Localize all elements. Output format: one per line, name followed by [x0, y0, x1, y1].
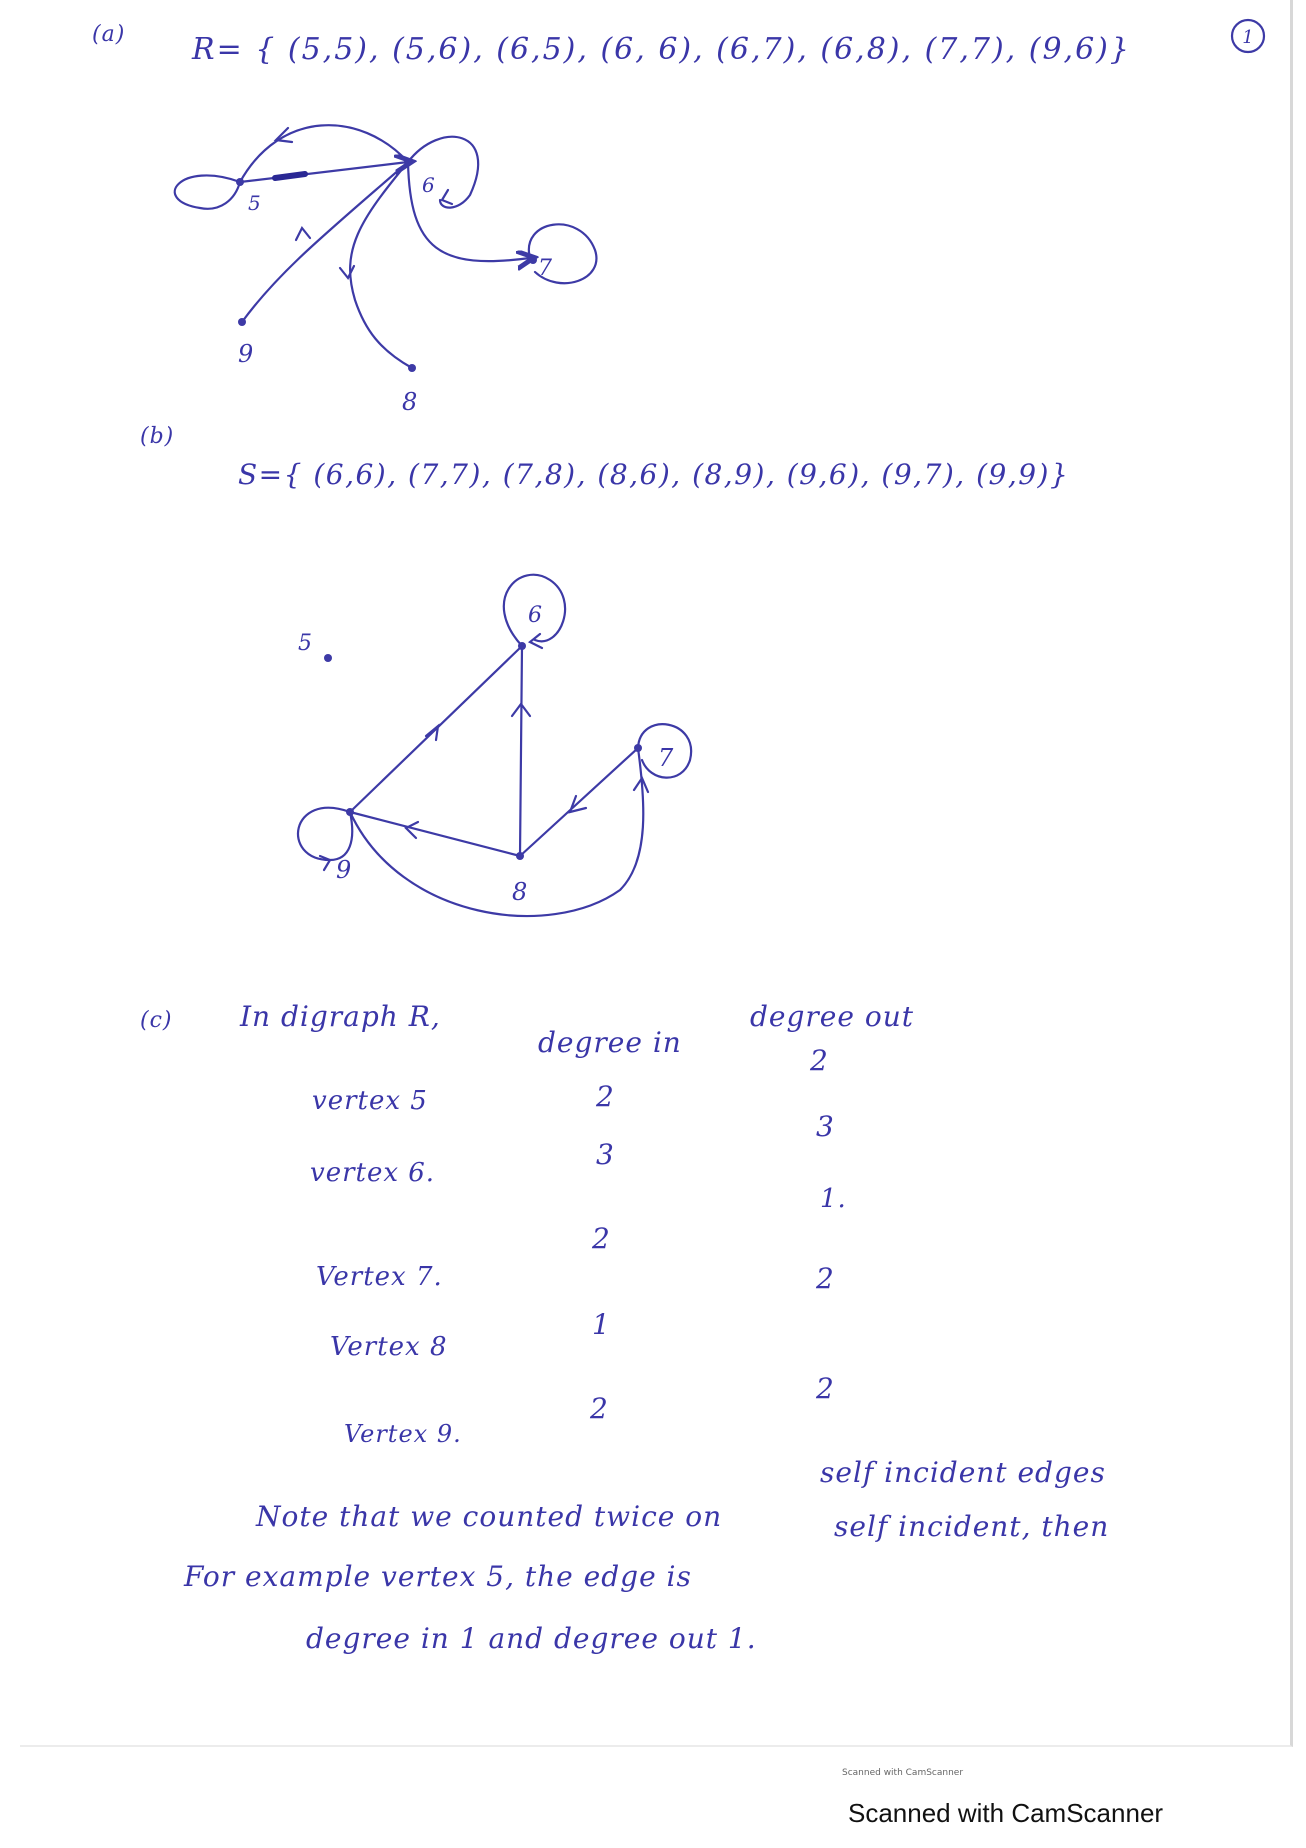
vertex-9 [238, 318, 246, 326]
part-c-label: (c) [140, 1008, 173, 1033]
vertex-6-label: 6 [422, 173, 435, 197]
row-label-9: Vertex 9. [344, 1420, 462, 1448]
edge-5-6-mark [275, 174, 305, 178]
loop-9-arrow [320, 856, 330, 870]
row-in-5: 2 [596, 1080, 615, 1113]
digraph-r [140, 100, 640, 420]
column-degree-in: degree in [538, 1026, 682, 1059]
loop-5 [175, 175, 240, 208]
row-label-6: vertex 6. [310, 1158, 436, 1188]
vertex-5 [236, 178, 244, 186]
part-b-label: (b) [140, 424, 175, 449]
scanner-watermark: Scanned with CamScanner [848, 1798, 1164, 1828]
vertex-8-label: 8 [402, 388, 418, 416]
vertex-7 [634, 744, 642, 752]
row-label-8: Vertex 8 [330, 1332, 448, 1362]
edge-9-6-arrow [296, 228, 310, 240]
note-line-4: degree in 1 and degree out 1. [306, 1622, 757, 1655]
edge-7-8 [520, 748, 638, 856]
row-label-5: vertex 5 [312, 1086, 428, 1116]
row-out-7: 1. [820, 1184, 847, 1214]
note-line-2b: self incident, then [834, 1510, 1110, 1543]
vertex-8 [408, 364, 416, 372]
vertex-6 [404, 158, 412, 166]
row-in-6: 3 [596, 1138, 615, 1171]
vertex-8-label: 8 [512, 878, 528, 906]
note-line-3: For example vertex 5, the edge is [184, 1560, 692, 1593]
vertex-7 [529, 256, 537, 264]
scanner-watermark-small: Scanned with CamScanner [842, 1768, 964, 1778]
row-out-9: 2 [816, 1372, 835, 1405]
vertex-9-label: 9 [336, 856, 352, 884]
edge-8-9 [350, 812, 520, 856]
edge-6-8-arrow [340, 266, 354, 278]
vertex-5-label: 5 [298, 631, 312, 656]
edge-6-5-arrow [276, 128, 292, 142]
row-label-7: Vertex 7. [316, 1262, 443, 1292]
edge-6-5 [240, 125, 408, 182]
digraph-s [250, 560, 730, 980]
vertex-6 [518, 642, 526, 650]
vertex-9-label: 9 [238, 340, 254, 368]
page-number-marker [1228, 16, 1268, 56]
relation-r: R= { (5,5), (5,6), (6,5), (6, 6), (6,7), (6,8), (7,7), (9,6)} [192, 32, 1131, 67]
note-line-1: self incident edges [820, 1456, 1106, 1489]
vertex-6-label: 6 [528, 603, 542, 628]
vertex-7-label: 7 [538, 256, 552, 281]
edge-5-6 [240, 162, 408, 182]
vertex-8 [516, 852, 524, 860]
row-in-8: 1 [592, 1308, 611, 1341]
loop-6-arrow [442, 190, 452, 204]
row-out-5: 2 [810, 1044, 829, 1077]
vertex-7-label: 7 [658, 744, 674, 772]
row-in-9: 2 [590, 1392, 609, 1425]
vertex-5 [324, 654, 332, 662]
row-out-8: 2 [816, 1262, 835, 1295]
loop-9 [298, 808, 352, 860]
part-a-label: (a) [92, 22, 126, 47]
vertex-9 [346, 808, 354, 816]
vertex-5-label: 5 [248, 191, 261, 215]
edge-9-7 [350, 748, 643, 916]
column-degree-out: degree out [750, 1000, 914, 1033]
edge-6-8 [350, 162, 412, 368]
edge-8-6 [520, 646, 522, 856]
page-number: 1 [1242, 27, 1254, 48]
edge-9-6 [242, 162, 408, 322]
note-line-2: Note that we counted twice on [256, 1500, 723, 1533]
relation-s: S={ (6,6), (7,7), (7,8), (8,6), (8,9), (9,6), (9,7), (9,9)} [238, 458, 1070, 491]
row-in-7: 2 [592, 1222, 611, 1255]
row-out-6: 3 [816, 1110, 835, 1143]
part-c-intro: In digraph R, [240, 1000, 441, 1033]
